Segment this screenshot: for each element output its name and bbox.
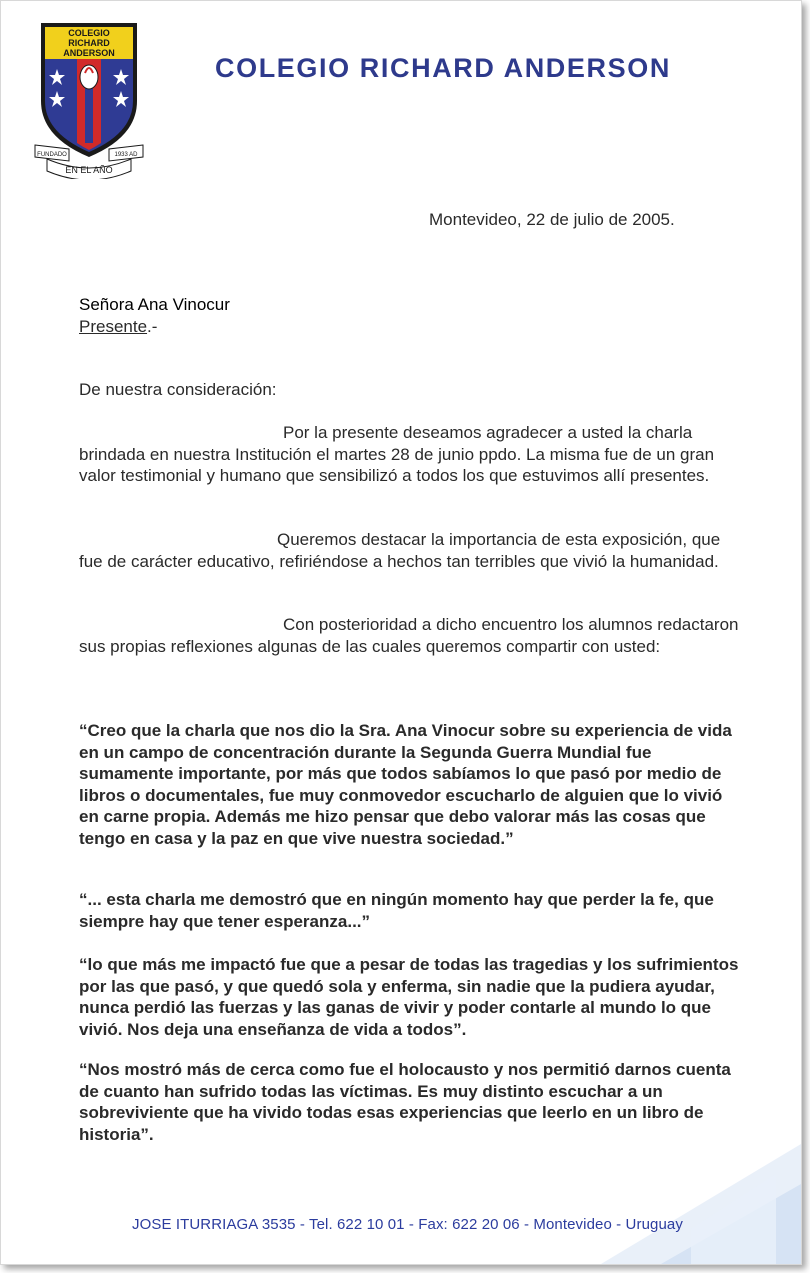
student-quote-1: “Creo que la charla que nos dio la Sra. Ana Vinocur sobre su experiencia de vida en un campo de concentración durante la Segunda Guerra Mundial fue sumamente importante, por más que todos sabíamos lo que pasó por medio de libros o documentales, fue muy conmovedor escucharlo de alguien que lo vivió en carne propia. Además me hizo pensar que debo valorar más las cosas que tengo en casa y la paz en que vive nuestra sociedad.” [79, 721, 732, 848]
crest-ribbon-right: 1933 AD [114, 152, 138, 158]
paragraph-1: Por la presente deseamos agradecer a usted la charla brindada en nuestra Institución el martes 28 de junio ppdo. La misma fue de un gran valor testimonial y humano que sensibilizó a todos los que estuvimos allí presentes. [79, 423, 715, 485]
crest-ribbon-left: FUNDADO [37, 152, 67, 158]
school-crest-logo [33, 19, 145, 179]
presente-suffix: .- [147, 317, 158, 336]
recipient-presente [79, 317, 157, 337]
student-quote-4: “Nos mostró más de cerca como fue el holocausto y nos permitió darnos cuenta de cuanto han sufrido todas las víctimas. Es muy distinto escuchar a un sobreviviente que ha vivido todas esas experiencias que leerlo en un libro de historia”. [79, 1060, 731, 1144]
crest-ribbon-bottom: EN EL AÑO [65, 165, 113, 175]
student-quote-3: “lo que más me impactó fue que a pesar de todas las tragedias y los sufrimientos por las que pasó, y que quedó sola y enferma, sin nadie que la pudiera ayudar, nunca perdió las fuerzas y las ganas de vivir y poder contarle al mundo lo que vivió. Nos deja una enseñanza de vida a todos”. [79, 955, 739, 1039]
paragraph-3: Con posterioridad a dicho encuentro los alumnos redactaron sus propias reflexiones algunas de las cuales queremos compartir con usted: [79, 615, 739, 656]
presente-word: Presente [79, 317, 148, 336]
student-quote-2: “... esta charla me demostró que en ningún momento hay que perder la fe, que siempre hay que tener esperanza...” [79, 890, 714, 931]
school-name-heading: COLEGIO RICHARD ANDERSON [215, 53, 671, 83]
letter-date: Montevideo, 22 de julio de 2005. [429, 210, 675, 229]
footer-address: JOSE ITURRIAGA 3535 - Tel. 622 10 01 - Fax: 622 20 06 - Montevideo - Uruguay [132, 1216, 683, 1233]
crest-text-3: ANDERSON [63, 48, 115, 58]
salutation: De nuestra consideración: [79, 380, 277, 399]
crest-text-2: RICHARD [68, 38, 110, 48]
paragraph-2: Queremos destacar la importancia de esta exposición, que fue de carácter educativo, refiriéndose a hechos tan terribles que vivió la humanidad. [79, 530, 721, 571]
crest-text-1: COLEGIO [68, 28, 110, 38]
recipient-name: Señora Ana Vinocur [79, 295, 230, 314]
